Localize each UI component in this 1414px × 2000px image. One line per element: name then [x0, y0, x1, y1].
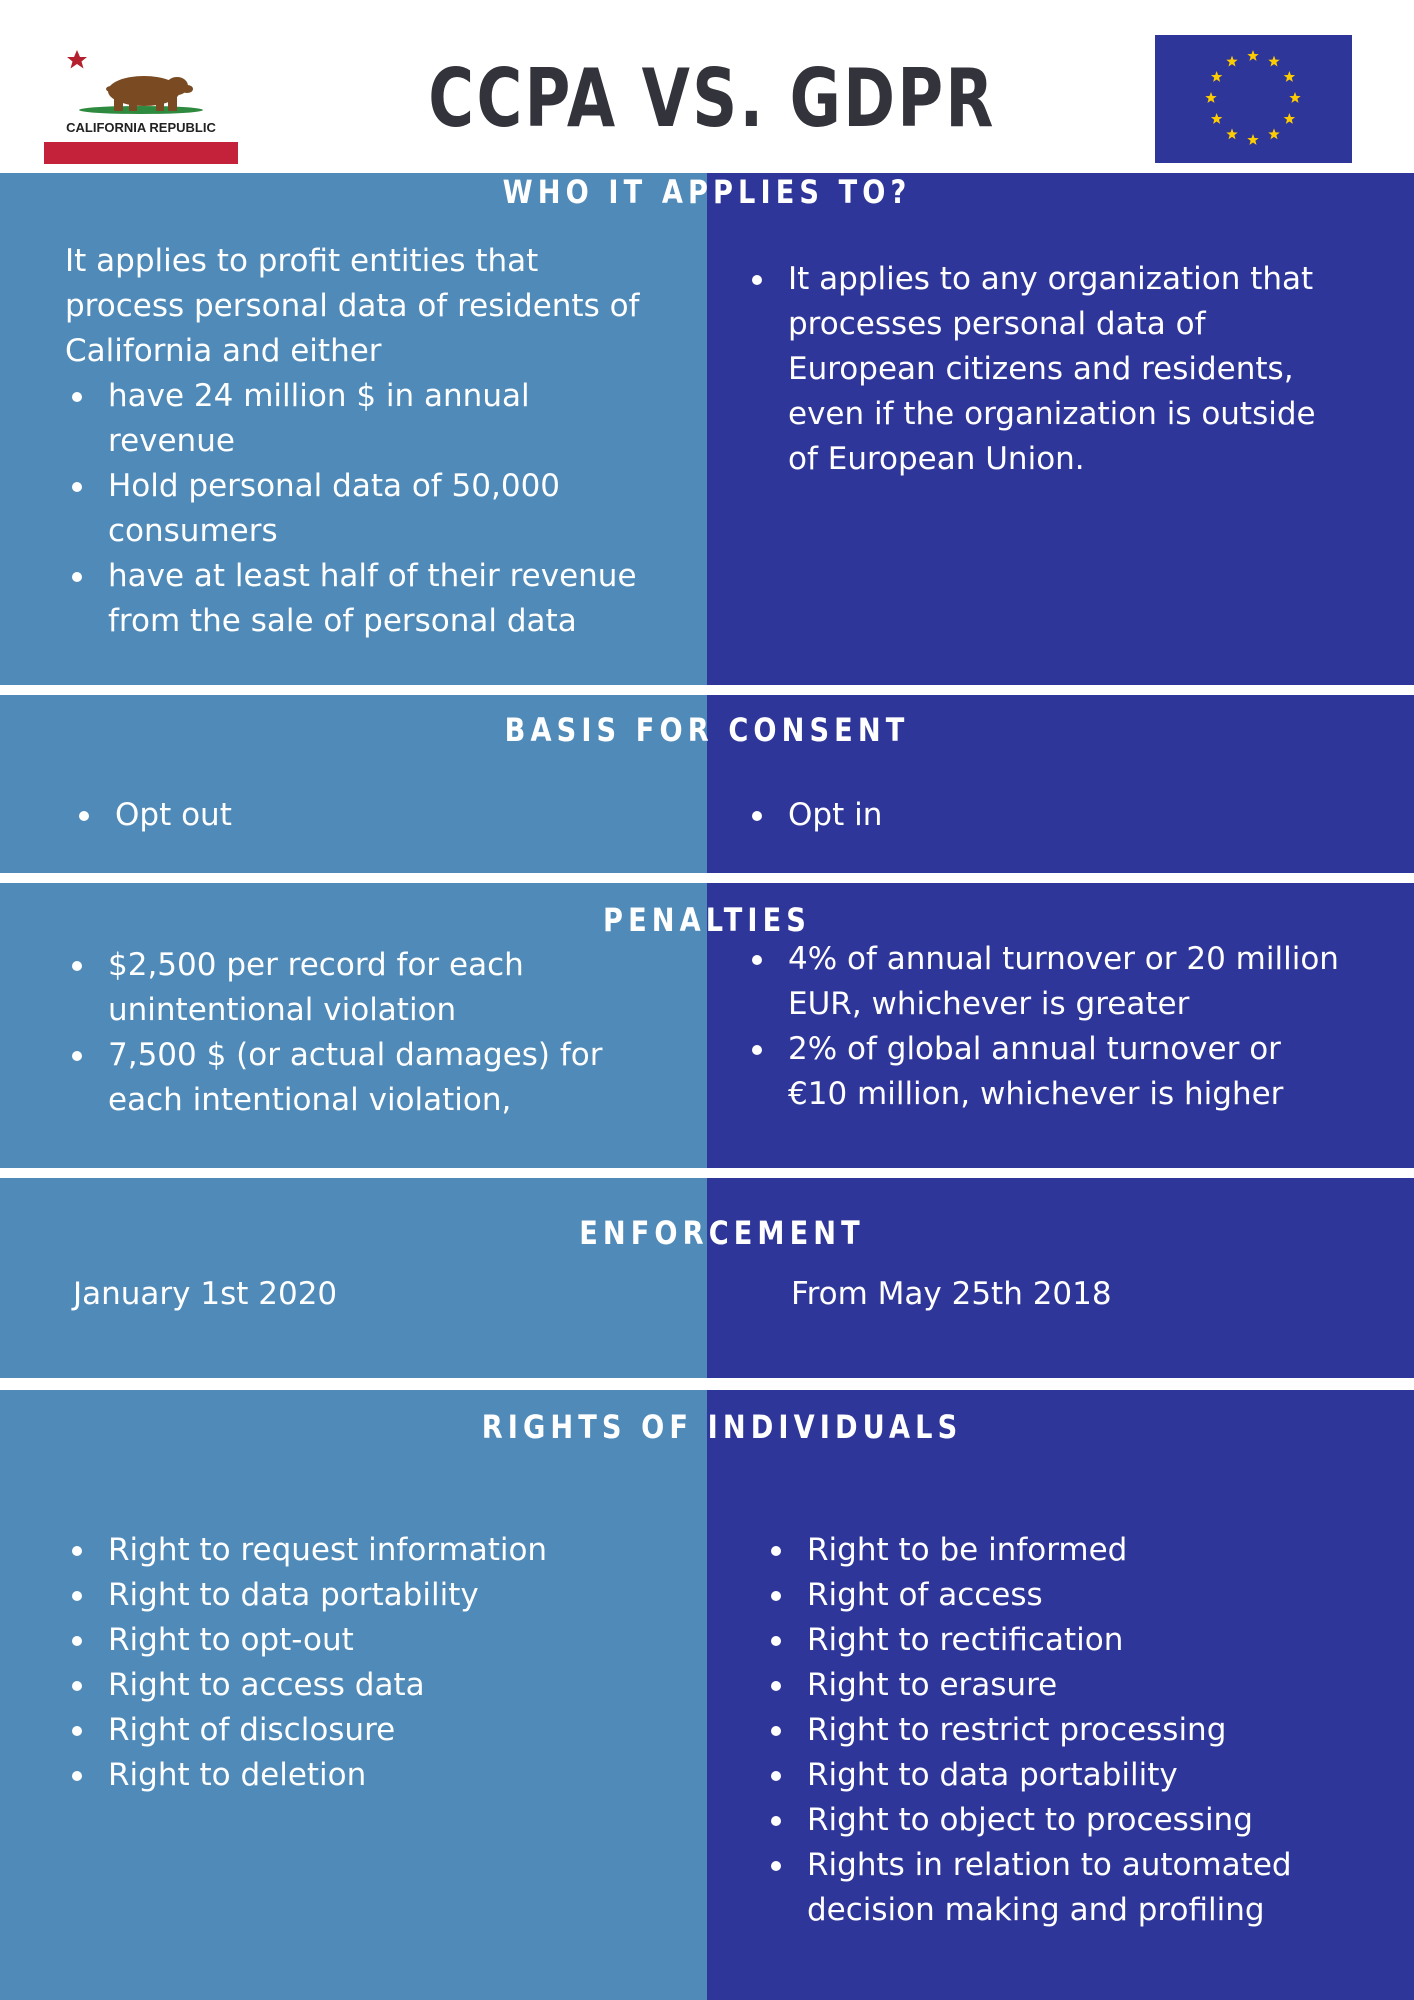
- ccpa-applies-list: [65, 374, 665, 644]
- section-title: RIGHTS OF INDIVIDUALS: [481, 1408, 963, 1446]
- ccpa-consent-list: [72, 793, 672, 838]
- list-item: Right to data portability: [65, 1573, 665, 1618]
- list-item: Right to opt-out: [65, 1618, 665, 1663]
- list-item: Opt in: [745, 793, 1345, 838]
- list-item: $2,500 per record for each unintentional violation: [65, 943, 665, 1033]
- gdpr-enforcement-date: From May 25th 2018: [791, 1276, 1112, 1312]
- list-item: have at least half of their revenue from the sale of personal data: [65, 554, 665, 644]
- gdpr-applies-list: [745, 257, 1345, 482]
- section-title: BASIS FOR CONSENT: [504, 711, 910, 749]
- section-title: ENFORCEMENT: [579, 1214, 865, 1252]
- list-item: Right of disclosure: [65, 1708, 665, 1753]
- gdpr-rights-list: [764, 1528, 1364, 1933]
- eu-flag: [1155, 35, 1352, 163]
- ccpa-penalties-text: [65, 943, 665, 1123]
- list-item: Opt out: [72, 793, 672, 838]
- list-item: Right to deletion: [65, 1753, 665, 1798]
- gdpr-applies-text: [745, 257, 1345, 482]
- ccpa-penalties-list: [65, 943, 665, 1123]
- list-item: Hold personal data of 50,000 consumers: [65, 464, 665, 554]
- list-item: It applies to any organization that processes personal data of European citizens and residents, even if the organization is outside of European Union.: [745, 257, 1345, 482]
- page-title: CCPA VS. GDPR: [428, 52, 996, 145]
- section-enforcement: [0, 1178, 1414, 1378]
- list-item: Right to request information: [65, 1528, 665, 1573]
- list-item: Right to object to processing: [764, 1798, 1364, 1843]
- section-title: PENALTIES: [603, 901, 811, 939]
- section-title: WHO IT APPLIES TO?: [502, 173, 912, 211]
- list-item: Right to access data: [65, 1663, 665, 1708]
- list-item: Right to be informed: [764, 1528, 1364, 1573]
- section-penalties: [0, 883, 1414, 1168]
- list-item: Right to restrict processing: [764, 1708, 1364, 1753]
- gdpr-penalties-list: [745, 937, 1345, 1117]
- ccpa-rights-text: [65, 1528, 665, 1798]
- ccpa-applies-text: [65, 239, 665, 644]
- gdpr-consent-text: [745, 793, 1345, 838]
- list-item: have 24 million $ in annual revenue: [65, 374, 665, 464]
- list-item: Right to erasure: [764, 1663, 1364, 1708]
- section-rights: [0, 1390, 1414, 2000]
- ccpa-consent-text: [72, 793, 672, 838]
- gdpr-penalties-text: [745, 937, 1345, 1117]
- list-item: Right to data portability: [764, 1753, 1364, 1798]
- gdpr-consent-list: [745, 793, 1345, 838]
- header: [0, 0, 1414, 173]
- list-item: 7,500 $ (or actual damages) for each intentional violation,: [65, 1033, 665, 1123]
- section-consent: [0, 695, 1414, 873]
- list-item: 2% of global annual turnover or €10 million, whichever is higher: [745, 1027, 1345, 1117]
- ccpa-applies-intro: It applies to profit entities that process personal data of residents of California and either: [65, 243, 640, 369]
- gdpr-rights-text: [764, 1528, 1364, 1933]
- ccpa-rights-list: [65, 1528, 665, 1798]
- list-item: Rights in relation to automated decision making and profiling: [764, 1843, 1364, 1933]
- section-applies: [0, 173, 1414, 685]
- list-item: Right to rectification: [764, 1618, 1364, 1663]
- ccpa-enforcement-date: January 1st 2020: [73, 1276, 338, 1312]
- list-item: 4% of annual turnover or 20 million EUR, whichever is greater: [745, 937, 1345, 1027]
- california-republic-text: CALIFORNIA REPUBLIC: [66, 120, 216, 135]
- list-item: Right of access: [764, 1573, 1364, 1618]
